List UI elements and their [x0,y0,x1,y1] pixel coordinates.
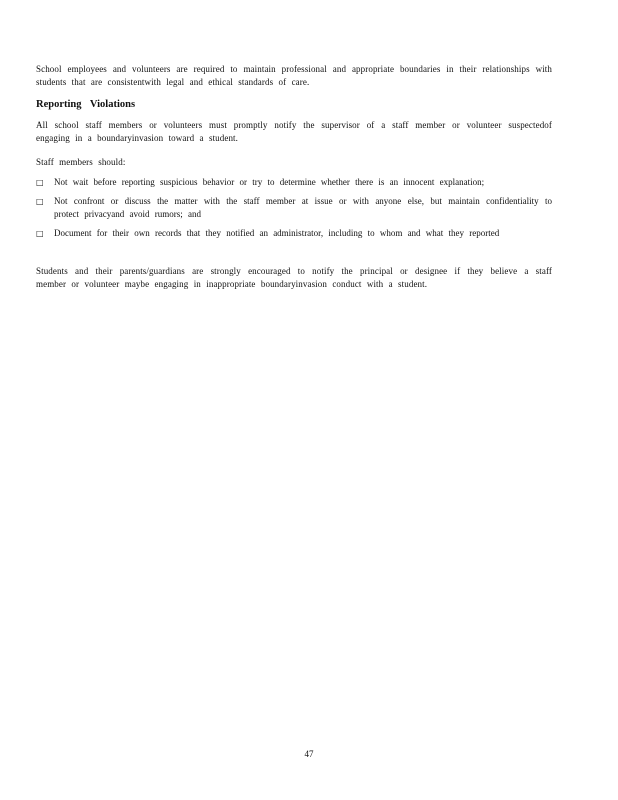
checkbox-bullet-icon: □ [36,197,44,206]
list-item-text: Not wait before reporting suspicious behavior or try to determine whether there is an innocent explanation; [54,177,485,187]
list-item [36,176,552,189]
list-item [36,227,552,240]
checkbox-bullet-icon: □ [36,178,44,187]
list-intro: Staff members should: [36,157,126,167]
intro-paragraph: School employees and volunteers are required to maintain professional and appropriate boundaries in their relationships with students that are consistentwith legal and ethical standards of care. [36,64,552,87]
page-number: 47 [304,749,314,759]
section-heading: Reporting Violations [36,99,136,110]
closing-paragraph: Students and their parents/guardians are strongly encouraged to notify the principal or designee if they believe a staff member or volunteer maybe engaging in inappropriate boundaryinvasion conduct with a student. [36,266,552,289]
checkbox-bullet-icon: □ [36,229,44,238]
list-item-text: Document for their own records that they notified an administrator, including to whom and what they reported [54,228,500,238]
reporting-paragraph: All school staff members or volunteers must promptly notify the supervisor of a staff member or volunteer suspectedof engaging in a boundaryinvasion toward a student. [36,120,552,143]
list-item [36,195,552,221]
list-item-text: Not confront or discuss the matter with the staff member at issue or with anyone else, but maintain confidentiality to protect privacyand avoid rumors; and [54,196,552,219]
